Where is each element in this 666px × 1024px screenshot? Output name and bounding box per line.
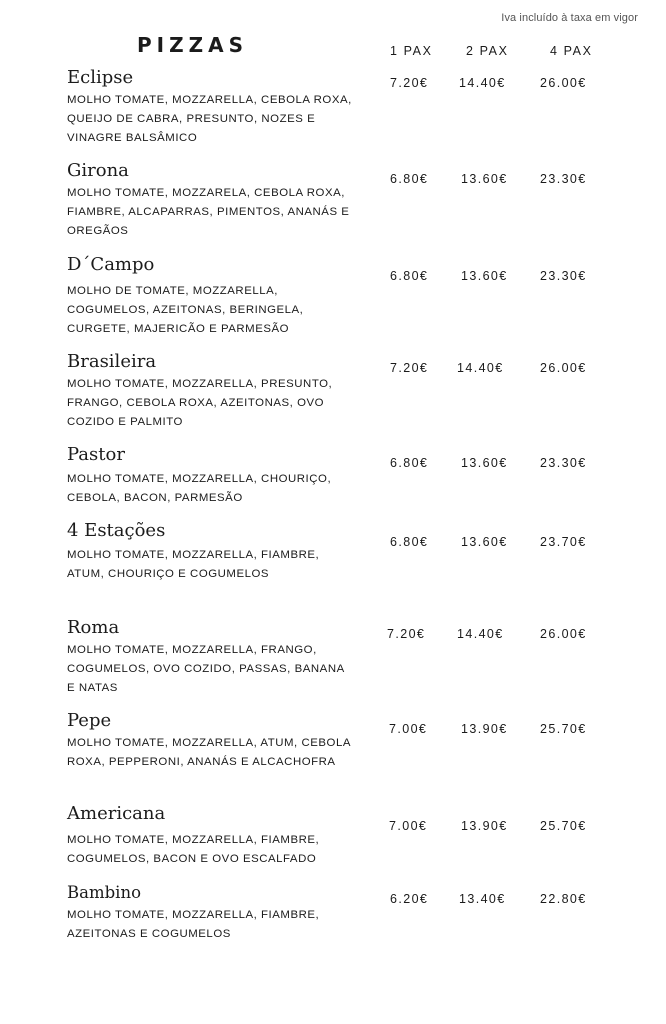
price-1-pax: 7.20€ [390,361,429,375]
price-2-pax: 14.40€ [459,76,506,90]
pizza-name: Bambino [67,883,142,902]
pizza-name: D´Campo [67,254,155,275]
column-header-2-pax: 2 PAX [466,44,509,58]
price-1-pax: 7.20€ [390,76,429,90]
price-2-pax: 14.40€ [457,627,504,641]
price-1-pax: 7.20€ [387,627,426,641]
price-4-pax: 25.70€ [540,819,587,833]
price-2-pax: 14.40€ [457,361,504,375]
tax-note: Iva incluído à taxa em vigor [501,12,638,24]
price-4-pax: 26.00€ [540,627,587,641]
price-4-pax: 23.30€ [540,456,587,470]
price-2-pax: 13.90€ [461,722,508,736]
pizza-description: MOLHO TOMATE, MOZZARELLA, ATUM, CEBOLA ROXA, PEPPERONI, ANANÁS E ALCACHOFRA [67,737,351,768]
price-4-pax: 25.70€ [540,722,587,736]
pizza-name: Americana [67,803,166,824]
pizza-description: MOLHO TOMATE, MOZZARELLA, CHOURIÇO, CEBOLA, BACON, PARMESÃO [67,473,332,504]
pizza-name: Brasileira [67,351,157,372]
price-2-pax: 13.40€ [459,892,506,906]
pizza-name: Eclipse [67,67,134,88]
price-4-pax: 26.00€ [540,361,587,375]
price-4-pax: 23.30€ [540,269,587,283]
price-4-pax: 23.30€ [540,172,587,186]
page-title: PIZZAS [137,33,248,57]
price-1-pax: 6.80€ [390,172,429,186]
column-header-4-pax: 4 PAX [550,44,593,58]
pizza-description: MOLHO TOMATE, MOZZARELLA, FIAMBRE, AZEITONAS E COGUMELOS [67,909,320,940]
pizza-dcampo [67,254,647,339]
pizza-description: MOLHO TOMATE, MOZZARELLA, FIAMBRE, COGUMELOS, BACON E OVO ESCALFADO [67,834,320,865]
pizza-description: MOLHO TOMATE, MOZZARELLA, PRESUNTO, FRANGO, CEBOLA ROXA, AZEITONAS, OVO COZIDO E PALMITO [67,378,333,428]
price-1-pax: 6.80€ [390,269,429,283]
pizza-name: Girona [67,160,129,181]
pizza-americana [67,803,647,869]
pizza-name: 4 Estações [67,520,166,541]
price-4-pax: 22.80€ [540,892,587,906]
pizza-description: MOLHO DE TOMATE, MOZZARELLA, COGUMELOS, AZEITONAS, BERINGELA, CURGETE, MAJERICÃO E PARMESÃO [67,285,304,335]
pizza-pepe [67,710,647,772]
pizza-pastor [67,444,647,508]
price-1-pax: 7.00€ [389,819,428,833]
pizza-4-estacoes [67,520,647,584]
price-2-pax: 13.90€ [461,819,508,833]
price-1-pax: 7.00€ [389,722,428,736]
pizza-name: Pepe [67,710,112,731]
pizza-description: MOLHO TOMATE, MOZZARELLA, CEBOLA ROXA, QUEIJO DE CABRA, PRESUNTO, NOZES E VINAGRE BALSÂMICO [67,94,352,144]
price-2-pax: 13.60€ [461,269,508,283]
pizza-description: MOLHO TOMATE, MOZZARELA, CEBOLA ROXA, FIAMBRE, ALCAPARRAS, PIMENTOS, ANANÁS E OREGÃOS [67,187,350,237]
pizza-description: MOLHO TOMATE, MOZZARELLA, FRANGO, COGUMELOS, OVO COZIDO, PASSAS, BANANA E NATAS [67,644,345,694]
price-4-pax: 23.70€ [540,535,587,549]
price-4-pax: 26.00€ [540,76,587,90]
pizza-name: Pastor [67,444,125,465]
price-1-pax: 6.20€ [390,892,429,906]
pizza-description: MOLHO TOMATE, MOZZARELLA, FIAMBRE, ATUM, CHOURIÇO E COGUMELOS [67,549,320,580]
price-1-pax: 6.80€ [390,535,429,549]
price-2-pax: 13.60€ [461,456,508,470]
pizza-name: Roma [67,617,120,638]
column-header-1-pax: 1 PAX [390,44,433,58]
price-1-pax: 6.80€ [390,456,429,470]
price-2-pax: 13.60€ [461,172,508,186]
price-2-pax: 13.60€ [461,535,508,549]
